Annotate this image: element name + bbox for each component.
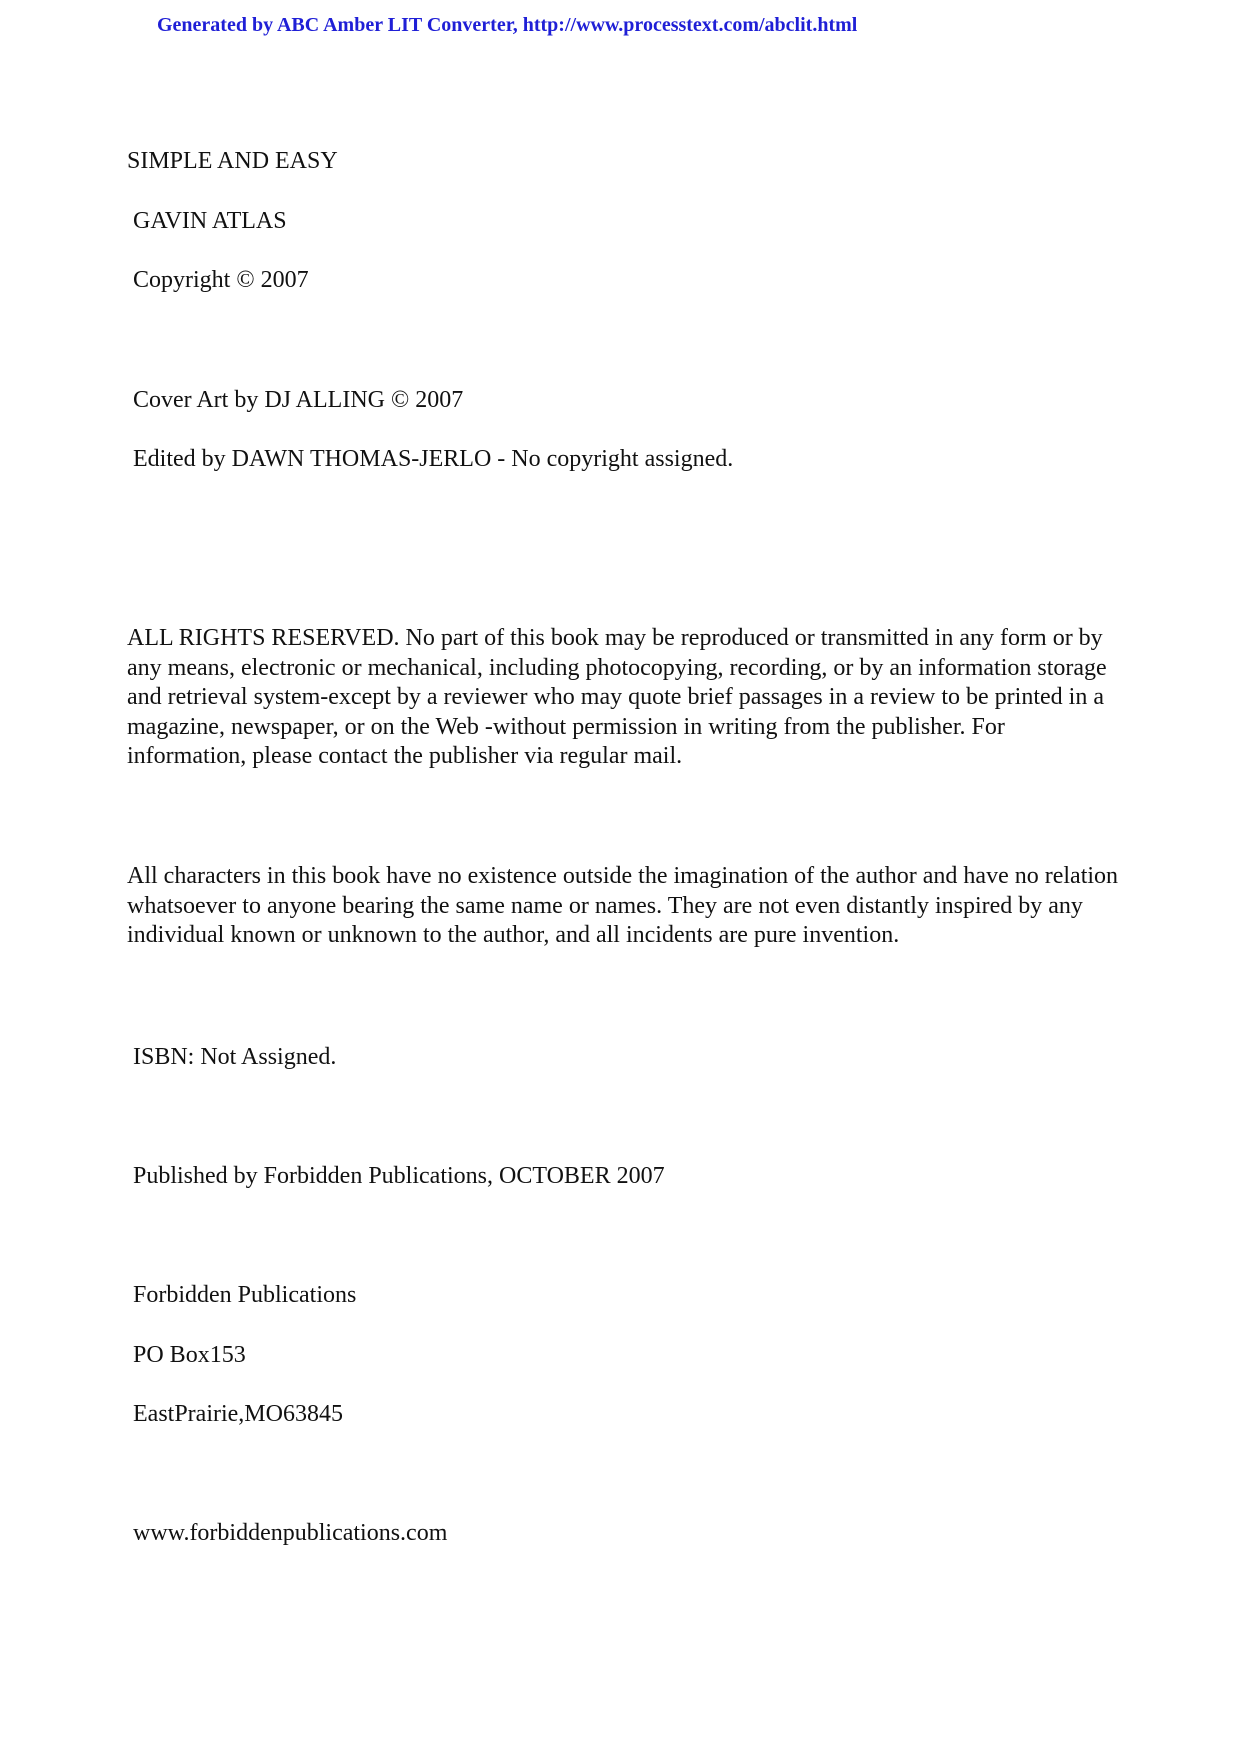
publisher-po-box: PO Box153 [133, 1342, 246, 1368]
converter-banner-link[interactable]: Generated by ABC Amber LIT Converter, http://www.processtext.com/abclit.html [157, 14, 858, 36]
copyright-line: Copyright © 2007 [133, 267, 309, 293]
publisher-website[interactable]: www.forbiddenpublications.com [133, 1520, 448, 1546]
book-title: SIMPLE AND EASY [127, 148, 338, 174]
rights-reserved-paragraph: ALL RIGHTS RESERVED. No part of this book may be reproduced or transmitted in any form or by any means, electronic or mechanical, including photocopying, recording, or by an information storage and retrieval system-except by a reviewer who may quote brief passages in a review to be printed in a magazine, newspaper, or on the Web -without permission in writing from the publisher. For information, please contact the publisher via regular mail. [127, 625, 1107, 770]
isbn-line: ISBN: Not Assigned. [133, 1044, 337, 1070]
fiction-disclaimer-paragraph: All characters in this book have no existence outside the imagination of the author and have no relation whatsoever to anyone bearing the same name or names. They are not even distantly inspired by any individual known or unknown to the author, and all incidents are pure invention. [127, 863, 1119, 949]
published-by-line: Published by Forbidden Publications, OCTOBER 2007 [133, 1163, 665, 1189]
publisher-city-line: EastPrairie,MO63845 [133, 1401, 343, 1427]
editor-credit: Edited by DAWN THOMAS-JERLO - No copyright assigned. [133, 446, 734, 472]
author-name: GAVIN ATLAS [133, 208, 287, 234]
publisher-name: Forbidden Publications [133, 1282, 357, 1308]
cover-art-credit: Cover Art by DJ ALLING © 2007 [133, 387, 464, 413]
